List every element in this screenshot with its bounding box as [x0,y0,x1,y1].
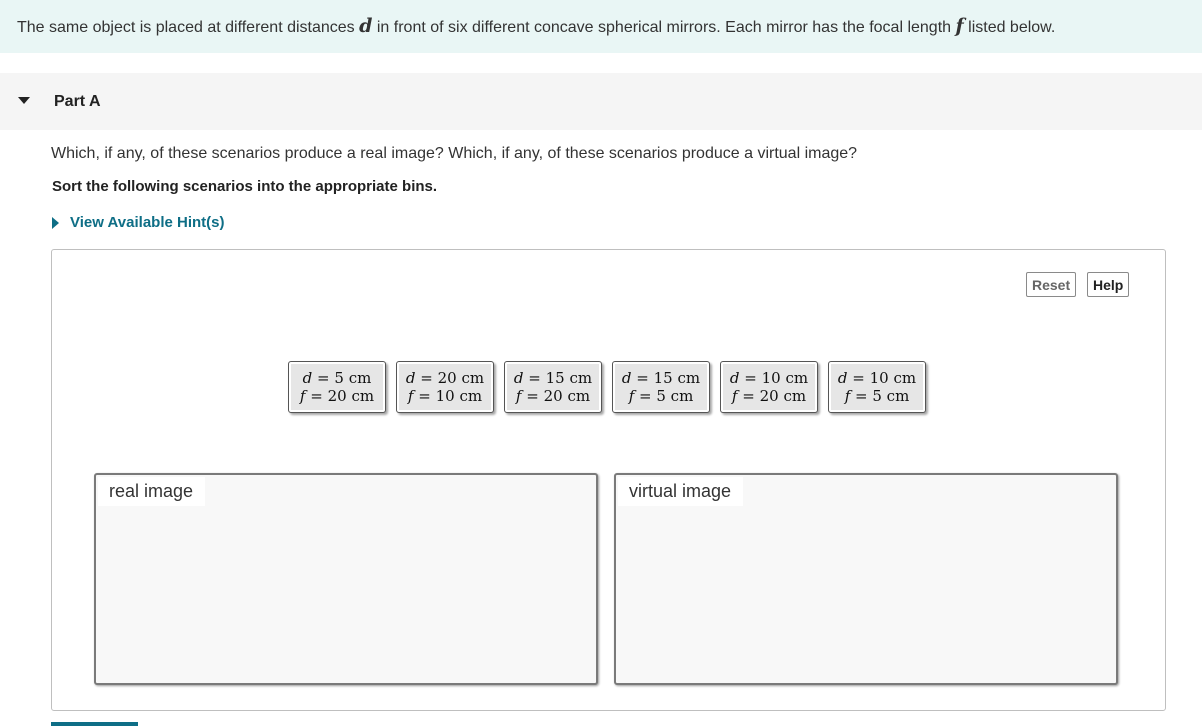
scenario-tile[interactable]: d = 15 cm f = 5 cm [612,361,710,413]
part-a-header[interactable] [0,73,1202,130]
problem-intro [0,0,1202,53]
scenario-tile[interactable]: d = 10 cm f = 5 cm [828,361,926,413]
d-symbol: d [359,15,373,37]
instruction-text: Sort the following scenarios into the appropriate bins. [52,178,438,195]
scenario-tile[interactable]: d = 15 cm f = 20 cm [504,361,602,413]
intro-text-1: The same object is placed at different distances [17,19,360,36]
virtual-image-bin[interactable] [614,473,1118,685]
submit-button-edge[interactable] [51,722,138,726]
bin-label: virtual image [618,477,743,506]
caret-right-icon [52,217,59,229]
scenario-tile[interactable]: d = 20 cm f = 10 cm [396,361,494,413]
intro-text-3: listed below. [963,19,1056,36]
part-title: Part A [54,93,101,110]
scenario-tile[interactable]: d = 10 cm f = 20 cm [720,361,818,413]
hint-label: View Available Hint(s) [70,214,225,231]
question-text: Which, if any, of these scenarios produce a real image? Which, if any, of these scenarios produce a virtual image? [51,145,858,162]
caret-down-icon[interactable] [18,97,30,104]
intro-text-2: in front of six different concave spherical mirrors. Each mirror has the focal length [372,19,956,36]
scenario-tiles [288,361,926,413]
f-symbol: f [955,15,964,37]
sorting-panel [51,249,1166,711]
help-button[interactable]: Help [1087,272,1129,297]
view-hints-link[interactable] [52,214,225,231]
scenario-tile[interactable]: d = 5 cm f = 20 cm [288,361,386,413]
reset-button[interactable]: Reset [1026,272,1076,297]
bin-label: real image [98,477,205,506]
real-image-bin[interactable] [94,473,598,685]
